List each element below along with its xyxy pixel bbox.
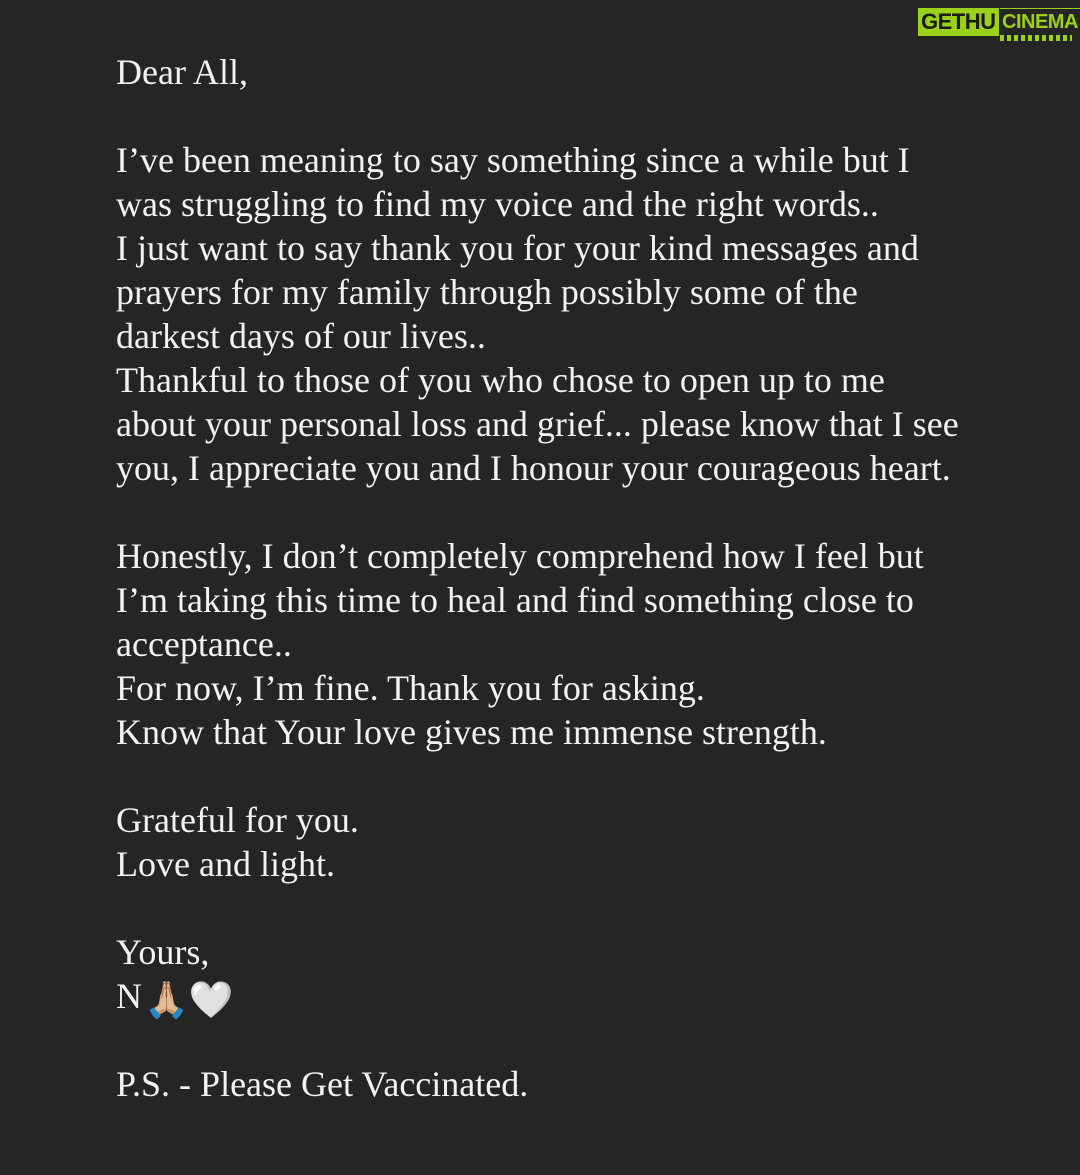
paragraph-line: I just want to say thank you for your kind messages and <box>116 228 919 268</box>
paragraph-line: Know that Your love gives me immense strength. <box>116 712 827 752</box>
paragraph-line: I’ve been meaning to say something since a while but I <box>116 140 910 180</box>
film-strip-icon <box>1000 35 1072 41</box>
paragraph-line: Honestly, I don’t completely comprehend how I feel but <box>116 536 924 576</box>
paragraph-gap <box>116 1018 1076 1062</box>
salutation: Dear All, <box>116 52 248 92</box>
paragraph-line: prayers for my family through possibly some of the <box>116 272 858 312</box>
paragraph-1 <box>116 138 1076 490</box>
closing-line: Love and light. <box>116 844 335 884</box>
postscript: P.S. - Please Get Vaccinated. <box>116 1064 529 1104</box>
paragraph-gap <box>116 490 1076 534</box>
closing <box>116 798 1076 886</box>
paragraph-gap <box>116 886 1076 930</box>
paragraph-2 <box>116 534 1076 754</box>
paragraph-gap <box>116 754 1076 798</box>
paragraph-gap <box>116 94 1076 138</box>
gethu-cinema-watermark <box>918 4 1078 42</box>
paragraph-line: darkest days of our lives.. <box>116 316 486 356</box>
signature-line <box>116 974 1076 1018</box>
watermark-right-text: CINEMA <box>1000 8 1080 37</box>
paragraph-line: acceptance.. <box>116 624 292 664</box>
watermark-left-text: GETHU <box>918 8 999 36</box>
praying-hands-heart-icon: 🙏🏼🤍 <box>144 979 234 1020</box>
signature: N <box>116 976 142 1016</box>
paragraph-line: For now, I’m fine. Thank you for asking. <box>116 668 705 708</box>
paragraph-line: Thankful to those of you who chose to open up to me <box>116 360 885 400</box>
paragraph-line: I’m taking this time to heal and find something close to <box>116 580 914 620</box>
signoff: Yours, <box>116 932 210 972</box>
paragraph-line: you, I appreciate you and I honour your courageous heart. <box>116 448 951 488</box>
closing-line: Grateful for you. <box>116 800 359 840</box>
paragraph-line: was struggling to find my voice and the right words.. <box>116 184 879 224</box>
paragraph-line: about your personal loss and grief... please know that I see <box>116 404 959 444</box>
letter-body <box>116 50 1076 1106</box>
